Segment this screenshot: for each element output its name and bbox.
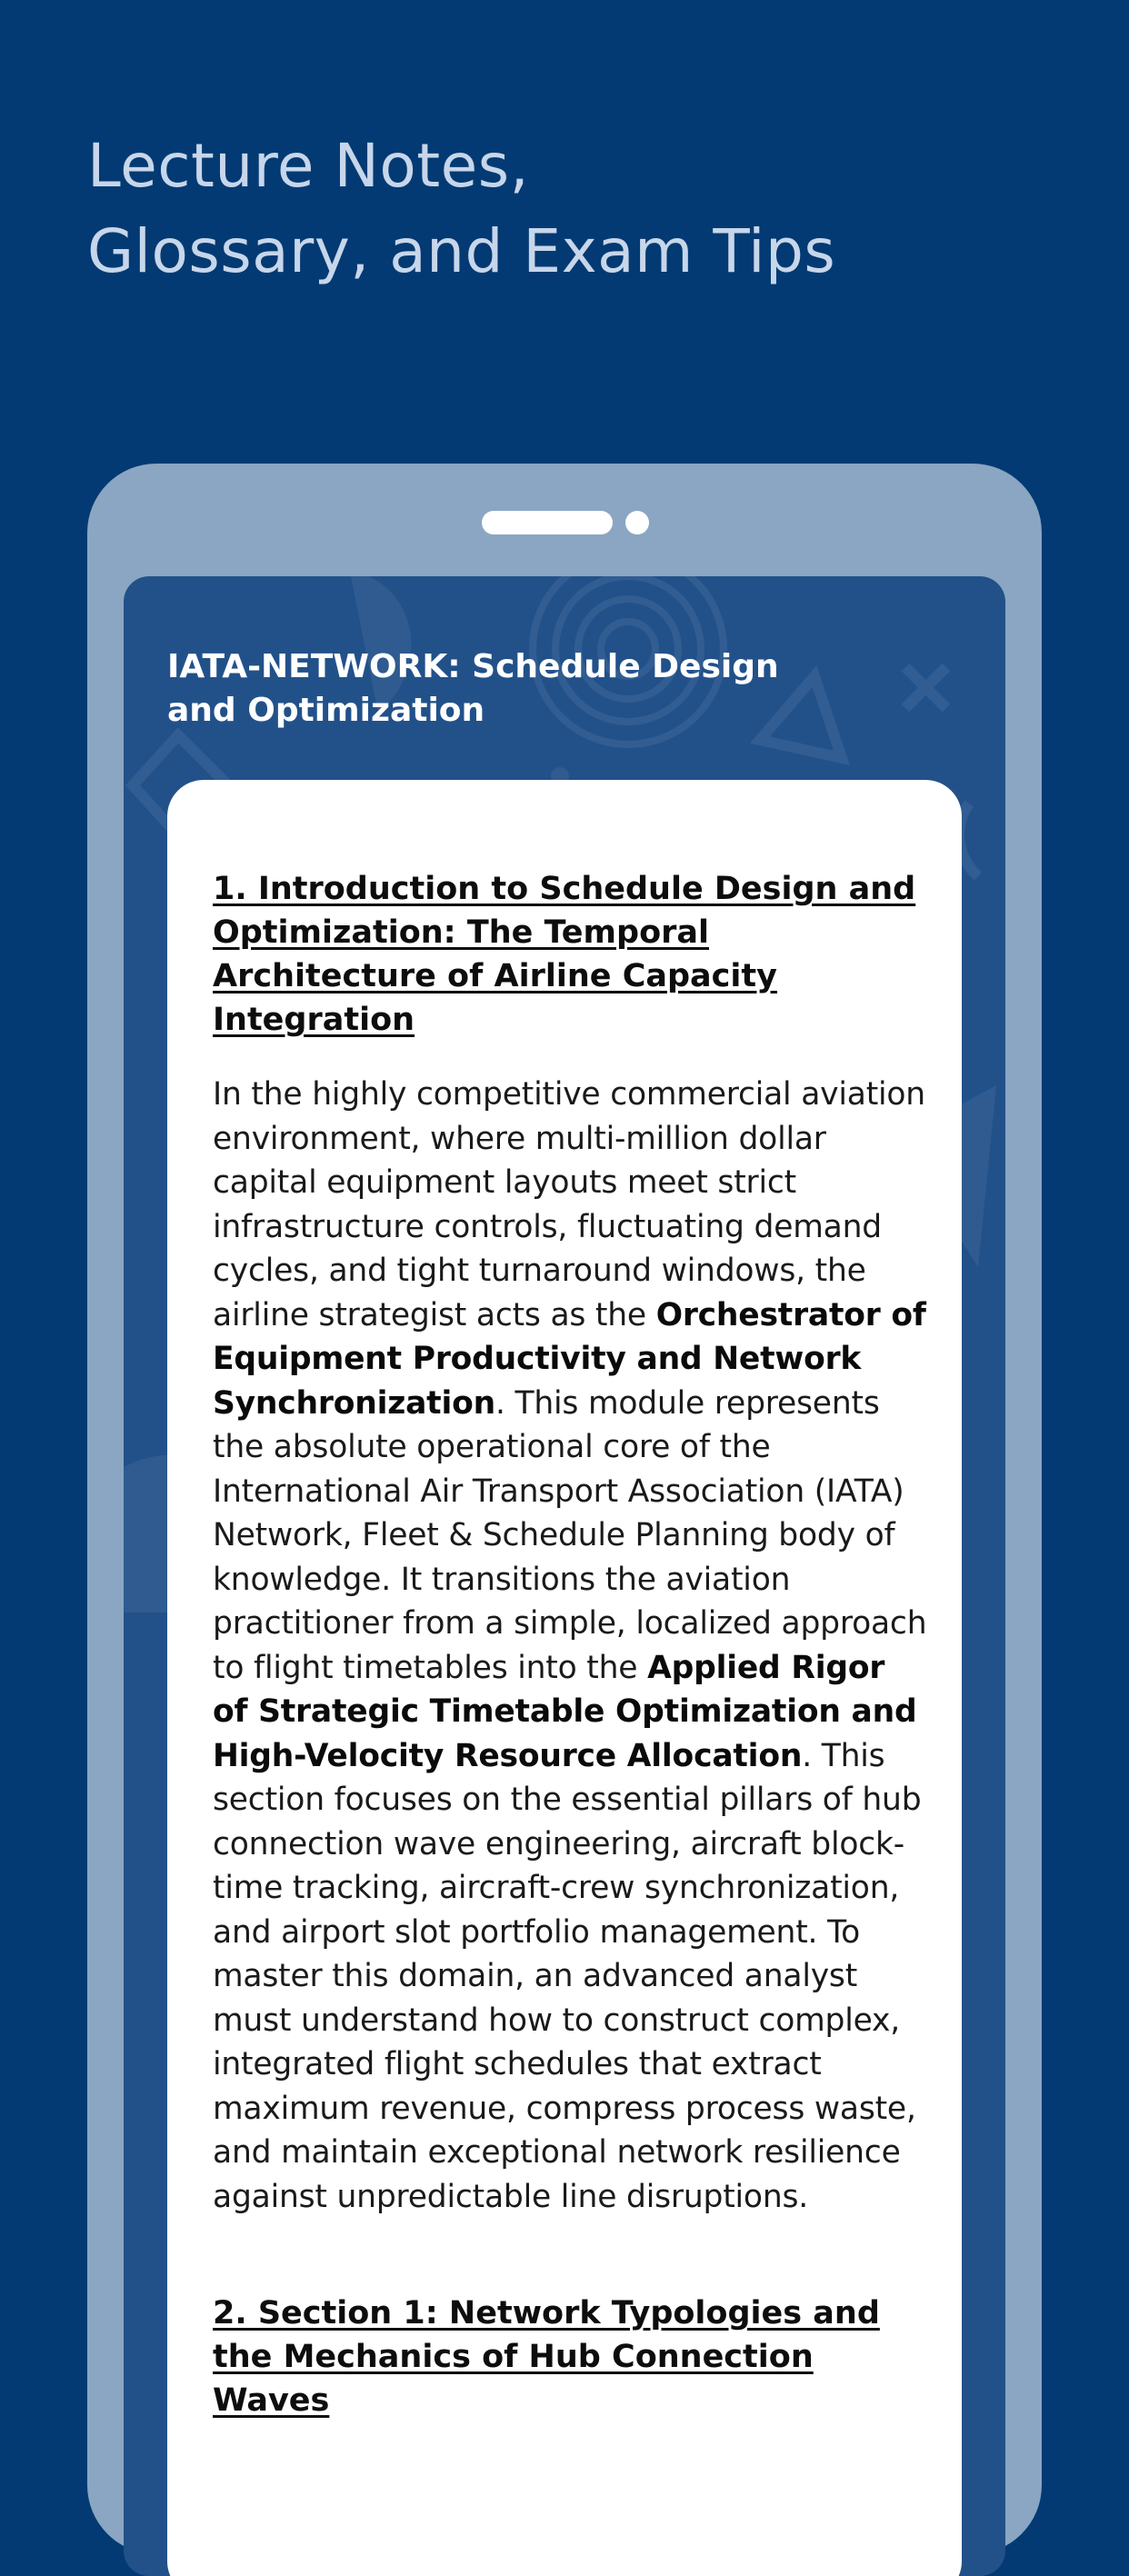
paragraph-text-part-2: . This module represents the absolute operational core of the International Air Transport Association (IATA) Network, Fleet & Schedule Planning body of knowledge. It transitions the aviation practitioner from a simple, localized approach to flight timetables into the <box>213 1384 927 1686</box>
promo-headline <box>87 124 1051 295</box>
paragraph-text-part-1: In the highly competitive commercial aviation environment, where multi-million dollar capital equipment layouts meet strict infrastructure controls, fluctuating demand cycles, and tight turnaround windows, the airline strategist acts as the <box>213 1076 925 1333</box>
section-2-heading[interactable]: 2. Section 1: Network Typologies and the Mechanics of Hub Connection Waves <box>213 2295 880 2419</box>
paragraph-text-part-3: . This section focuses on the essential pillars of hub connection wave engineering, aircraft block-time tracking, aircraft-crew synchronization, and airport slot portfolio management. To master this domain, an advanced analyst must understand how to construct complex, integrated flight schedules that extract maximum revenue, compress process waste, and maintain exceptional network resilience against unpredictable line disruptions. <box>213 1737 922 2215</box>
section-1-heading[interactable]: 1. Introduction to Schedule Design and Optimization: The Temporal Architecture of Airline Capacity Integration <box>213 871 916 1038</box>
section-1-paragraph <box>213 1073 927 2219</box>
phone-mockup <box>87 464 1042 2554</box>
lecture-content-card[interactable] <box>167 780 962 2576</box>
paragraph-bold-term-1: Orchestrator of Equipment Productivity and Network Synchronization <box>213 1296 926 1422</box>
phone-screen[interactable] <box>124 576 1005 2576</box>
phone-camera <box>625 511 649 534</box>
promo-headline-line-1: Lecture Notes, <box>87 131 530 201</box>
lecture-content <box>213 867 927 2422</box>
screen-title: IATA-NETWORK: Schedule Design and Optimization <box>167 648 779 729</box>
promo-headline-line-2: Glossary, and Exam Tips <box>87 216 836 286</box>
phone-speaker <box>482 511 613 534</box>
paragraph-bold-term-2: Applied Rigor of Strategic Timetable Optimization and High-Velocity Resource Allocation <box>213 1649 917 1774</box>
